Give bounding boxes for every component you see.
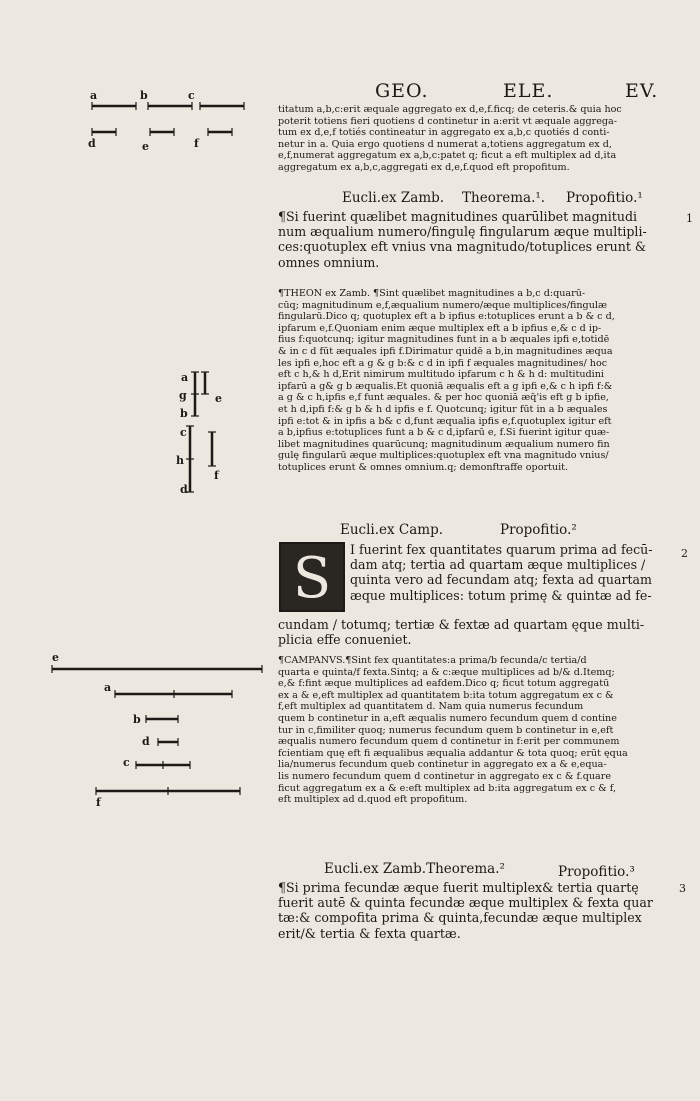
text-line: ipfi e:tot & in ipfis a b& c d,funt æqualia ipfis e,f.quotuplex igitur eft (278, 415, 612, 427)
text-line: ¶CAMPANVS.¶Sint fex quantitates:a prima/b fecunda/c tertia/d (278, 655, 587, 666)
heading-right: Propofitio.² (500, 522, 577, 538)
proposition-2-dropcap-lines (350, 542, 680, 603)
text-line: ¶THEON ex Zamb. ¶Sint quælibet magnitudines a b,c d:quarū- (278, 288, 586, 299)
text-line: netur in a. Quia ergo quotiens d numerat a,totiens aggregatum ex d, (278, 138, 612, 150)
text-line: libet magnitudines quarūcunq; magnitudinum æqualium numero fin (278, 438, 610, 450)
text-line: quarta e quinta/f fexta.Sintq; a & c:æque multiplices ad b/& d.Itemq; (278, 666, 615, 678)
text-line: num æqualium numero/fingulę fingularum æque multipli- (278, 224, 647, 240)
margin-number-3: 3 (679, 882, 686, 895)
text-line: omnes omnium. (278, 254, 380, 270)
label-c: c (123, 756, 130, 769)
text-line: eft multiplex ad d.quod eft propofitum. (278, 794, 468, 806)
label-b: b (180, 407, 188, 420)
margin-number-1: 1 (686, 212, 693, 225)
label-a: a (181, 371, 189, 384)
proposition-3-text (278, 880, 680, 941)
proposition-1-text (278, 209, 680, 270)
text-line: a g & c h,ipfis e,f funt æquales. & per hoc quoniā æq̄'is eft g b ipfie, (278, 392, 609, 404)
theon-commentary (278, 288, 680, 474)
text-line: titatum a,b,c:erit æquale aggregato ex d,e,f.ficq; de ceteris.& quia hoc (278, 104, 622, 115)
text-line: I fuerint fex quantitates quarum prima ad fecū- (350, 542, 653, 557)
heading-right: Propofitio.³ (558, 864, 635, 880)
text-line: e,f,numerat aggregatum ex a,b,c:patet q; ficut a eft multiplex ad d,ita (278, 150, 617, 162)
text-line: erit/& tertia & fexta quartæ. (278, 925, 461, 941)
running-header (375, 80, 685, 102)
label-e: e (52, 651, 59, 664)
header-center: ELE. (503, 80, 554, 102)
text-line: ipfarū a g& g b æqualis.Et quoniā æqualis eft a g ipfi e,& c h ipfi f:& (278, 380, 613, 392)
text-line: quinta vero ad fecundam atq; fexta ad quartam (350, 572, 652, 588)
text-line: f,eft multiplex ad quantitatem d. Nam quia numerus fecundum (278, 701, 584, 713)
label-b: b (140, 89, 148, 102)
label-d: d (88, 137, 96, 150)
text-line: lis numero fecundum quem d continetur in aggregato ex c & f.quare (278, 770, 612, 782)
text-line: a b,ipfius e:totuplices funt a b & c d,ipfarū e, f.Si fuerint igitur quæ- (278, 427, 610, 439)
text-line: les ipfi e,hoc eft a g & g b:& c d in ipfi f æquales magnitudines/ hoc (278, 357, 608, 369)
figure-2 (176, 371, 222, 496)
text-line: gulę fingularū æque multiplices:quotuplex eft vna magnitudo vnius/ (278, 450, 609, 462)
text-line: tæ:& compofita prima & quinta,fecundæ æque multiplex (278, 910, 642, 926)
text-line: fcientiam quę eft fi æqualibus æqualia addantur & tota quoq; erūt ęqua (278, 747, 628, 759)
heading-left: Eucli.ex Zamb. (342, 190, 445, 206)
label-a: a (90, 89, 98, 102)
heading-right: Propofitio.¹ (566, 190, 643, 206)
text-line: et h d,ipfi f:& g b & h d ipfis e f. Quotcunq; igitur fūt in a b æquales (278, 403, 608, 415)
label-g: g (179, 389, 187, 402)
text-line: ipfarum e,f.Quoniam enim æque multiplex eft a b ipfius e,& c d ip- (278, 322, 602, 334)
label-f: f (214, 469, 219, 482)
text-line: & in c d fūt æquales ipfi f.Dirimatur quidē a b,in magnitudines æqua (278, 345, 613, 357)
text-line: eft c h,& h d,Erit nimirum multitudo ipfarum c h & h d: multitudini (278, 369, 604, 381)
header-right: EV. (625, 80, 659, 102)
text-line: plicia effe conueniet. (278, 632, 412, 648)
figure-1 (88, 89, 244, 153)
label-b: b (133, 713, 141, 726)
text-line: tur in c,fimiliter quoq; numerus fecundum quem b continetur in e,eft (278, 724, 614, 736)
text-line: ces:quotuplex eft vnius vna magnitudo/totuplices erunt & (278, 239, 647, 255)
text-line: dam atq; tertia ad quartam æque multiplices / (350, 557, 646, 573)
label-f: f (194, 137, 199, 150)
text-line: lia/numerus fecundum queb continetur in aggregato ex a & e,equa- (278, 759, 607, 771)
intro-paragraph (278, 104, 680, 174)
text-line: poterit totiens fieri quotiens d continetur in a:erit vt æquale aggrega- (278, 115, 618, 127)
label-a: a (104, 681, 112, 694)
text-line: æqualis numero fecundum quem d continetur in f:erit per communem (278, 736, 620, 748)
campanus-commentary (278, 655, 680, 806)
text-line: aggregatum ex a,b,c,aggregati ex d,e,f.quod eft propofitum. (278, 161, 570, 173)
text-line: cūq; magnitudinum e,f,æqualium numero/æque multiplices/fingulæ (278, 299, 607, 311)
text-line: fingularū.Dico q; quotuplex eft a b ipfius e:totuplices erunt a b & c d, (278, 311, 615, 323)
decorated-initial: S (279, 542, 345, 612)
text-line: æque multiplices: totum primę & quintæ ad fe- (350, 587, 652, 603)
text-line: ¶Si prima fecundæ æque fuerit multiplex& tertia quartę (278, 880, 639, 895)
label-e: e (215, 392, 222, 405)
label-c: c (180, 426, 187, 439)
label-h: h (176, 454, 184, 467)
proposition-2-text (278, 617, 680, 647)
text-line: e,& f:fint æque multiplices ad eafdem.Dico q; ficut totum aggregatū (278, 678, 610, 690)
text-line: fius f:quotcunq; igitur magnitudines funt in a b æquales ipfi e,totidē (278, 334, 610, 346)
text-line: ¶Si fuerint quælibet magnitudines quarūlibet magnitudi (278, 209, 638, 224)
text-line: fuerit autē & quinta fecundæ æque multiplex & fexta quar (278, 895, 653, 911)
heading-center: Theorema.¹. (462, 190, 546, 206)
label-d: d (142, 735, 150, 748)
figure-3 (52, 651, 262, 809)
text-line: ex a & e,eft multiplex ad quantitatem b:ita totum aggregatum ex c & (278, 689, 614, 701)
text-line: ficut aggregatum ex a & e:eft multiplex ad b:ita aggregatum ex c & f, (278, 782, 617, 794)
text-line: quem b continetur in a,eft æqualis numero fecundum quem d contine (278, 712, 617, 724)
heading-left: Eucli.ex Camp. (340, 522, 444, 538)
label-c: c (188, 89, 195, 102)
label-e: e (142, 140, 149, 153)
heading-left: Eucli.ex Zamb.Theorema.² (324, 861, 505, 877)
label-d: d (180, 483, 188, 496)
text-line: totuplices erunt & omnes omnium.q; demonftraffe oportuit. (278, 461, 569, 473)
geometric-figures (0, 0, 280, 1101)
header-left: GEO. (375, 80, 429, 102)
text-line: cundam / totumq; tertiæ & fextæ ad quartam ęque multi- (278, 617, 645, 632)
label-f: f (96, 796, 101, 809)
text-line: tum ex d,e,f totiés contineatur in aggregato ex a,b,c quotiés d conti- (278, 127, 610, 139)
margin-number-2: 2 (681, 547, 688, 560)
